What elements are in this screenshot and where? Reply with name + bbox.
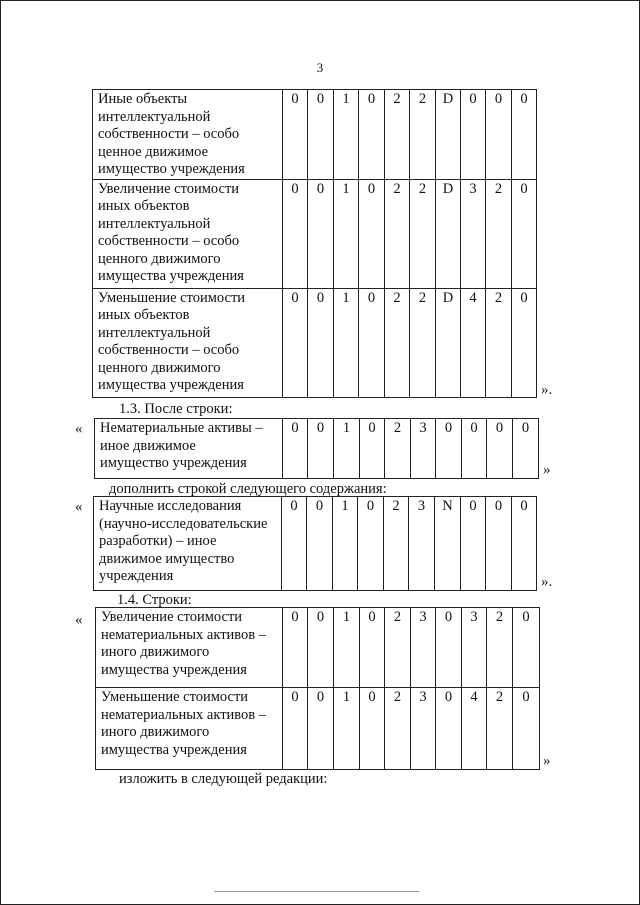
code-digit-cell: 0 [359,179,385,288]
close-quote-block3: ». [541,574,553,590]
code-digit-cell: 1 [334,419,360,479]
row-name-line: учреждения [99,568,174,584]
code-digit-cell: 0 [486,90,512,180]
row-name-line: собственности – особо [98,233,240,249]
table-row [96,688,540,770]
code-digit-cell: 0 [358,497,384,591]
row-name-line: собственности – особо [98,342,240,358]
row-name-line: имущество учреждения [98,161,245,177]
code-digit-cell: 0 [283,688,308,770]
code-digit-cell: 0 [308,688,334,770]
code-digit-cell: 2 [487,608,513,688]
row-name-line: Увеличение стоимости [98,180,240,197]
row-name-cell [93,90,283,180]
code-digit-cell: 0 [359,288,385,397]
row-name-line: ценного движимого [98,359,221,376]
code-digit-cell: 2 [385,90,410,180]
row-name-line: Иные объекты [98,91,188,107]
code-digit-cell: 2 [486,179,512,288]
code-digit-cell: D [436,90,461,180]
page-number: 3 [316,60,324,75]
code-table-block1 [92,89,537,398]
row-name-line: ценного движимого [98,250,221,267]
code-digit-cell: 2 [486,288,512,397]
supplement-text: дополнить строкой следующего содержания: [109,481,387,497]
code-digit-cell: D [436,179,461,288]
close-quote-block4: » [543,753,551,769]
code-digit-cell: 2 [410,90,436,180]
row-name-line: иных объектов [98,198,190,214]
row-name-line: иное движимое [100,437,196,454]
row-name-cell [96,608,283,688]
row-name-line: интеллектуальной [98,324,211,341]
row-name-line: Научные исследования [99,498,242,514]
row-name-line: имущества учреждения [101,741,247,758]
code-digit-cell: 0 [512,90,537,180]
row-name-line: имущество учреждения [100,455,247,471]
table-row [93,288,537,397]
bottom-rule [214,891,419,892]
row-name-line: Уменьшение стоимости [101,689,249,705]
code-digit-cell: 0 [360,608,385,688]
code-digit-cell: 0 [283,90,308,180]
code-digit-cell: 3 [411,688,436,770]
code-digit-cell: 2 [385,288,410,397]
row-name-line: иного движимого [101,644,210,660]
row-name-cell [94,497,282,591]
row-name-cell [93,288,283,397]
code-digit-cell: 1 [334,608,360,688]
code-digit-cell: 0 [283,179,308,288]
row-name-line: интеллектуальной [98,215,211,232]
code-digit-cell: 0 [462,419,487,479]
code-digit-cell: 2 [385,688,411,770]
row-name-line: разработки) – иное [99,533,217,549]
row-name-cell [95,419,283,479]
code-digit-cell: 3 [461,179,486,288]
code-digit-cell: 1 [334,288,359,397]
code-digit-cell: 1 [334,688,360,770]
code-digit-cell: 0 [436,419,462,479]
code-digit-cell: 3 [411,419,436,479]
code-digit-cell: 0 [512,288,537,397]
code-digit-cell: 0 [513,419,539,479]
code-digit-cell: 0 [359,90,385,180]
row-name-cell [96,688,283,770]
row-name-line: (научно-исследовательские [99,515,268,532]
code-digit-cell: 0 [308,608,334,688]
table-row [96,608,540,688]
close-quote-block1: ». [541,382,553,398]
code-digit-cell: 2 [384,497,409,591]
row-name-line: имущества учреждения [98,377,244,393]
code-digit-cell: 1 [333,497,358,591]
code-digit-cell: 0 [512,497,537,591]
row-name-line: интеллектуальной [98,108,211,125]
code-digit-cell: 0 [461,90,486,180]
code-table-block2 [94,418,539,479]
code-digit-cell: 0 [308,288,334,397]
code-digit-cell: 2 [385,419,411,479]
row-name-line: ценное движимое [98,143,209,160]
code-digit-cell: 0 [282,497,307,591]
final-text: изложить в следующей редакции: [119,771,328,787]
table-row [94,497,537,591]
code-digit-cell: 1 [334,179,359,288]
code-digit-cell: 0 [486,497,512,591]
code-digit-cell: 3 [462,608,487,688]
code-digit-cell: 1 [334,90,359,180]
row-name-line: иных объектов [98,307,190,323]
code-table-block3 [93,496,537,591]
item-1-3-heading: 1.3. После строки: [119,401,233,417]
code-digit-cell: 0 [308,179,334,288]
row-name-cell [93,179,283,288]
code-digit-cell: 2 [385,179,410,288]
row-name-line: имущества учреждения [101,661,247,678]
table-row [93,90,537,180]
code-digit-cell: 0 [513,608,540,688]
code-digit-cell: 0 [487,419,513,479]
code-digit-cell: 2 [410,179,436,288]
code-digit-cell: 3 [411,608,436,688]
close-quote-block2: » [543,462,551,478]
code-digit-cell: 4 [462,688,487,770]
row-name-line: Уменьшение стоимости [98,289,246,306]
code-digit-cell: 0 [360,688,385,770]
row-name-line: нематериальных активов – [101,626,267,643]
code-digit-cell: 0 [283,419,308,479]
open-quote-block4: « [75,612,83,628]
row-name-line: нематериальных активов – [101,706,267,723]
row-name-line: Увеличение стоимости [101,609,243,625]
code-digit-cell: 2 [385,608,411,688]
table-row [93,179,537,288]
code-digit-cell: 0 [308,419,334,479]
open-quote-block2: « [75,421,83,437]
item-1-4-heading: 1.4. Строки: [117,592,192,608]
code-digit-cell: 0 [436,688,462,770]
open-quote-block3: « [75,499,83,515]
code-digit-cell: 0 [512,179,537,288]
code-digit-cell: 2 [487,688,513,770]
code-digit-cell: 0 [360,419,385,479]
code-table-block4 [95,607,540,770]
code-digit-cell: 0 [283,608,308,688]
code-digit-cell: 0 [283,288,308,397]
code-digit-cell: 0 [461,497,486,591]
code-digit-cell: 0 [308,90,334,180]
code-digit-cell: 3 [409,497,435,591]
code-digit-cell: 0 [307,497,333,591]
row-name-line: имущества учреждения [98,268,244,284]
row-name-line: движимое имущество [99,550,235,567]
row-name-line: иного движимого [101,724,210,740]
code-digit-cell: 0 [436,608,462,688]
table-row [95,419,539,479]
code-digit-cell: D [436,288,461,397]
code-digit-cell: 0 [513,688,540,770]
row-name-line: собственности – особо [98,126,240,142]
row-name-line: Нематериальные активы – [100,420,263,436]
code-digit-cell: N [435,497,461,591]
code-digit-cell: 4 [461,288,486,397]
code-digit-cell: 2 [410,288,436,397]
